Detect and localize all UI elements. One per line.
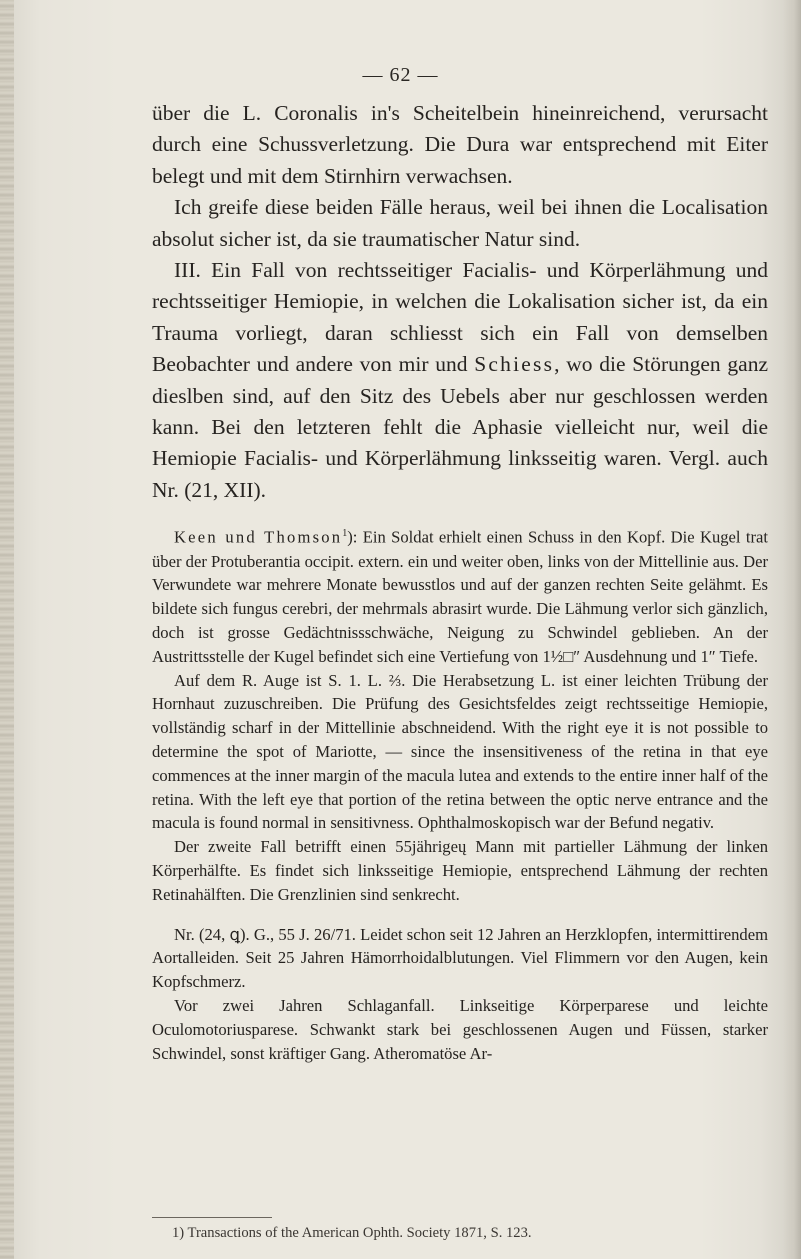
footnote-divider [152,1217,272,1218]
case-iii-text-after: , wo die Störungen ganz dieslben sind, auf den Sitz des Uebels aber nur geschlossen werden kann. Bei den letzteren fehlt die Aphasie vielleicht nur, weil die Hemiopie Facialis- und Körperlähmung linksseitig waren. Vergl. auch Nr. (21, XII). [152,352,768,502]
author-schiess: Schiess [474,352,555,377]
page-binding-edge [0,0,14,1259]
footnote-transactions: 1) Transactions of the American Ophth. Society 1871, S. 123. [172,1225,532,1241]
paragraph-right-eye: Auf dem R. Auge ist S. 1. L. ⅔. Die Herabsetzung L. ist einer leichten Trübung der Hornhaut zuzuschreiben. Die Prüfung des Gesichtsfeldes zeigt rechtsseitige Hemiopie, vollständig scharf in der Mittellinie abschneidend. With the right eye it is not possible to determine the spot of Mariotte, — since the insensitiveness of the retina in that eye commences at the inner margin of the macula lutea and extends to the entire inner half of the retina. With the left eye that portion of the retina between the optic nerve entrance and the macula is found normal in sensitivness. Ophthalmoskopisch war der Befund negativ. [152,670,768,833]
keen-thomson-text: ): Ein Soldat erhielt einen Schuss in den Kopf. Die Kugel trat über der Protuberantia occipit. extern. ein und weiter oben, links von der Mittellinie aus. Der Verwundete war mehrere Monate bewusstlos und auf der ganzen rechten Seite gelähmt. Es bildete sich fungus cerebri, der mehrmals abrasirt wurde. Die Lähmung verlor sich gänzlich, doch ist grosse Gedächtnissschwäche, Neigung zu Schwindel geblieben. An der Austrittsstelle der Kugel befindet sich eine Vertiefung von 1½□″ Ausdehnung und 1″ Tiefe. [152,527,768,666]
paragraph-keen-thomson [152,522,768,668]
paragraph-schlaganfall: Vor zwei Jahren Schlaganfall. Linkseitige Körperparese und leichte Oculomotoriusparese. Schwankt stark bei geschlossenen Augen und Füssen, starker Schwindel, sonst kräftiger Gang. Atheromatöse Ar- [152,995,768,1063]
main-text [152,98,768,1065]
paragraph-nr-24: Nr. (24, ꝗ). G., 55 J. 26/71. Leidet schon seit 12 Jahren an Herzklopfen, intermittirendem Aortalleiden. Seit 25 Jahren Hämorrhoidalblutungen. Viel Flimmern vor den Augen, kein Kopfschmerz. [152,924,768,992]
paragraph-second-case: Der zweite Fall betrifft einen 55jährigeų Mann mit partieller Lähmung der linken Körperhälfte. Es findet sich linksseitige Hemiopie, entsprechend Lähmung der rechten Retinahälften. Die Grenzlinien sind senkrecht. [152,837,768,904]
case-iii-text-before: III. Ein Fall von rechtsseitiger Facialis- und Körperlähmung und rechtsseitiger Hemiopie, in welchen die Lokalisation sicher ist, da ein Trauma vorliegt, daran schliesst sich ein Fall von demselben Beobachter und andere von mir und [152,258,768,377]
footnote-marker: 1 [342,528,348,540]
page-right-edge-shadow [783,0,801,1259]
page-number: — 62 — [362,64,439,86]
paragraph-case-iii [152,255,768,506]
paragraph-localisation: Ich greife diese beiden Fälle heraus, weil bei ihnen die Localisation absolut sicher ist, da sie traumatischer Natur sind. [152,195,768,251]
paragraph-coronalis: über die L. Coronalis in's Scheitelbein hineinreichend, verursacht durch eine Schussverletzung. Die Dura war entsprechend mit Eiter belegt und mit dem Stirnhirn verwachsen. [152,101,768,188]
authors-keen-thomson: Keen und Thomson [174,527,343,547]
